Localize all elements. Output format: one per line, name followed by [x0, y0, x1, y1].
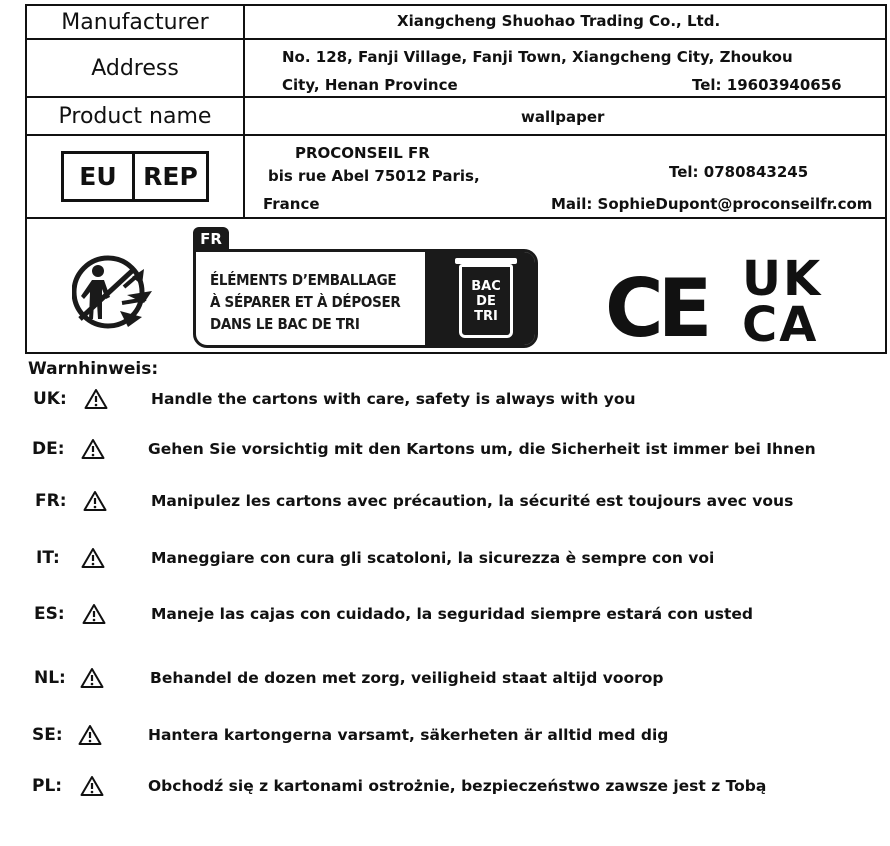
- warning-language-code: ES:: [34, 604, 65, 624]
- ce-mark: CE: [605, 262, 707, 355]
- eu-rep-details-cell: [245, 136, 885, 217]
- warning-language-code: IT:: [36, 548, 60, 568]
- warning-text: Maneje las cajas con cuidado, la seguridad siempre estará con usted: [151, 605, 754, 623]
- product-label: Product name: [27, 98, 245, 134]
- warning-row: [0, 665, 890, 695]
- warning-row: [0, 722, 890, 752]
- warning-text: Manipulez les cartons avec précaution, la sécurité est toujours avec vous: [151, 492, 794, 510]
- ukca-mark: [742, 251, 823, 353]
- warning-row: [0, 386, 890, 416]
- warning-triangle-icon: [80, 775, 104, 797]
- warning-triangle-icon: [84, 388, 108, 410]
- product-value-cell: [245, 98, 885, 134]
- warning-text: Maneggiare con cura gli scatoloni, la sicurezza è sempre con voi: [151, 549, 715, 567]
- bin-line: DE: [476, 293, 496, 309]
- triman-text: [210, 269, 401, 335]
- warning-triangle-icon: [78, 724, 102, 746]
- warning-row: [0, 773, 890, 803]
- bin-line: TRI: [474, 308, 498, 324]
- label-table: [25, 4, 887, 354]
- warning-language-code: NL:: [34, 668, 66, 688]
- eu-rep-badge: [61, 151, 209, 202]
- warning-text: Behandel de dozen met zorg, veiligheid staat altijd voorop: [150, 669, 664, 687]
- warning-row: [0, 488, 890, 518]
- triman-info-panel: [193, 249, 538, 348]
- compliance-marks-row: [27, 219, 885, 355]
- ukca-mark-bottom: CA: [742, 297, 819, 353]
- warning-triangle-icon: [81, 438, 105, 460]
- eu-rep-badge-cell: [27, 136, 245, 217]
- warning-language-code: SE:: [32, 725, 63, 745]
- address-line2: City, Henan Province: [282, 76, 458, 94]
- warning-triangle-icon: [80, 667, 104, 689]
- triman-fr-tag: FR: [193, 227, 229, 251]
- warning-text: Handle the cartons with care, safety is always with you: [151, 390, 636, 408]
- warning-language-code: DE:: [32, 439, 65, 459]
- warning-triangle-icon: [81, 547, 105, 569]
- triman-line: À SÉPARER ET À DÉPOSER: [210, 293, 401, 311]
- warning-language-code: PL:: [32, 776, 63, 796]
- bin-line: BAC: [471, 278, 501, 294]
- manufacturer-row: [27, 6, 885, 40]
- warning-language-code: FR:: [35, 491, 67, 511]
- eu-rep-row: [27, 136, 885, 219]
- triman-dark-panel: [425, 252, 535, 345]
- product-row: [27, 98, 885, 136]
- warning-text: Gehen Sie vorsichtig mit den Kartons um, die Sicherheit ist immer bei Ihnen: [148, 440, 816, 458]
- eu-rep-badge-rep: REP: [143, 162, 198, 191]
- warning-row: [0, 545, 890, 575]
- rep-country: France: [263, 195, 320, 213]
- manufacturer-label: Manufacturer: [27, 6, 245, 38]
- triman-line: ÉLÉMENTS D’EMBALLAGE: [210, 271, 397, 289]
- warning-row: [0, 601, 890, 631]
- address-tel: Tel: 19603940656: [692, 76, 842, 94]
- rep-company: PROCONSEIL FR: [295, 144, 430, 162]
- warning-triangle-icon: [82, 603, 106, 625]
- manufacturer-value: Xiangcheng Shuohao Trading Co., Ltd.: [397, 12, 721, 30]
- sorting-bin-icon: [459, 264, 513, 338]
- rep-tel: Tel: 0780843245: [669, 163, 809, 181]
- address-label: Address: [27, 40, 245, 96]
- warnings-title: Warnhinweis:: [28, 359, 159, 379]
- ukca-mark-top: UK: [742, 251, 823, 307]
- warning-text: Obchodź się z kartonami ostrożnie, bezpieczeństwo zawsze jest z Tobą: [148, 777, 767, 795]
- warning-language-code: UK:: [33, 389, 67, 409]
- warning-row: [0, 436, 890, 466]
- warning-triangle-icon: [83, 490, 107, 512]
- address-value-cell: [245, 40, 885, 96]
- product-value: wallpaper: [521, 108, 605, 126]
- rep-street: bis rue Abel 75012 Paris,: [268, 167, 480, 185]
- address-row: [27, 40, 885, 98]
- triman-recycle-icon: [72, 247, 162, 337]
- address-line1: No. 128, Fanji Village, Fanji Town, Xiangcheng City, Zhoukou: [282, 48, 793, 66]
- triman-line: DANS LE BAC DE TRI: [210, 315, 360, 333]
- rep-mail: Mail: SophieDupont@proconseilfr.com: [551, 195, 873, 213]
- eu-rep-badge-eu: EU: [64, 154, 135, 199]
- manufacturer-value-cell: [245, 6, 885, 38]
- warning-text: Hantera kartongerna varsamt, säkerheten är alltid med dig: [148, 726, 669, 744]
